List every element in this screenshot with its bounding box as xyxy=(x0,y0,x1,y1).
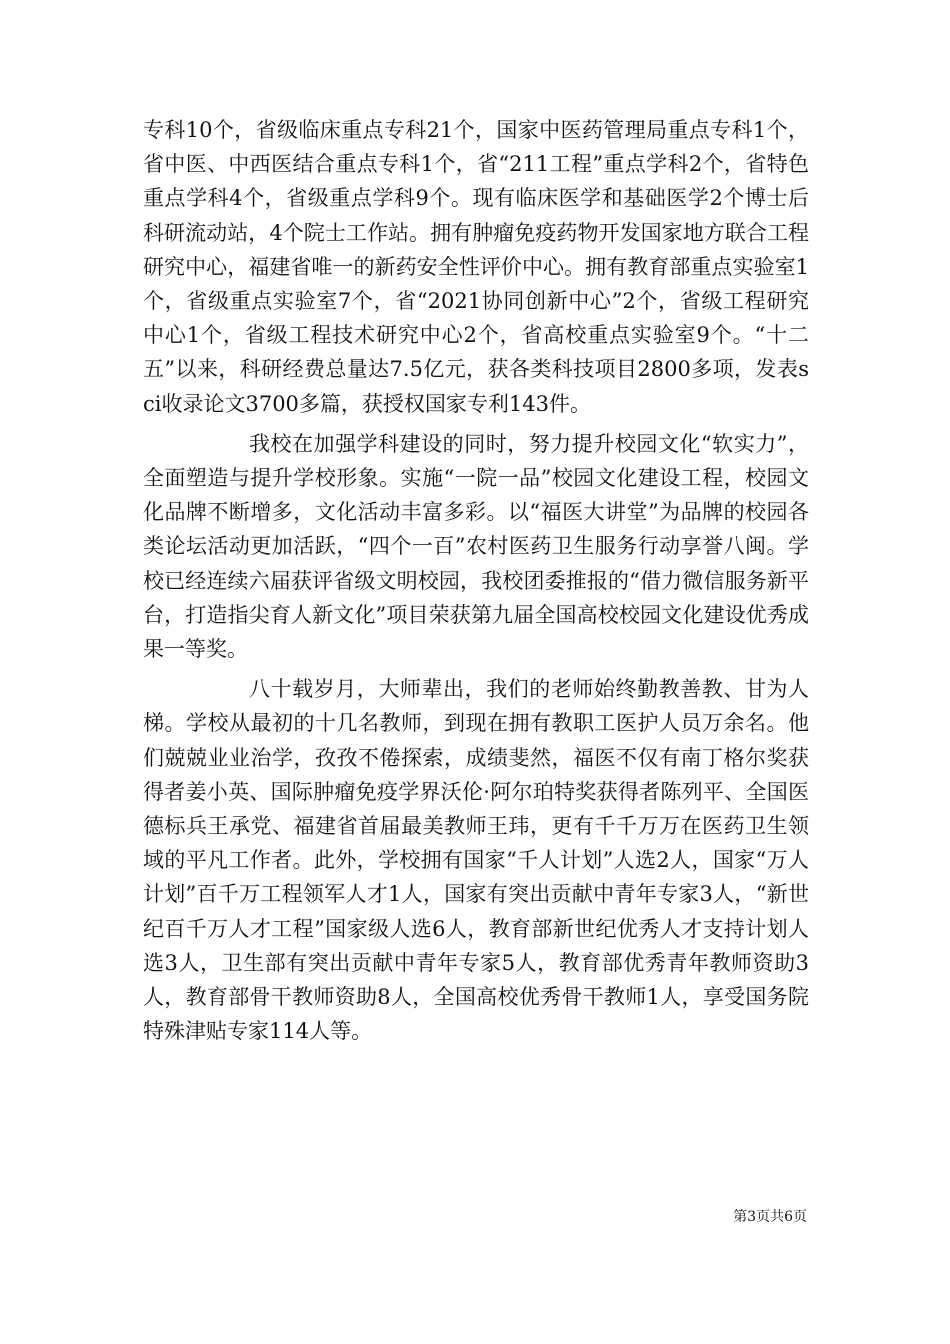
page-number: 第3页共6页 xyxy=(733,1209,807,1225)
paragraph-faculty: 八十载岁月，大师辈出，我们的老师始终勤教善教、甘为人梯。学校从最初的十几名教师，到现在拥有教职工医护人员万余名。他们兢兢业业治学，孜孜不倦探索，成绩斐然，福医不仅有南丁格尔奖获得者姜小英、国际肿瘤免疫学界沃伦·阿尔珀特奖获得者陈列平、全国医德标兵王承党、福建省首届最美教师王玮，更有千千万万在医药卫生领域的平凡工作者。此外，学校拥有国家“千人计划”人选2人，国家“万人计划”百千万工程领军人才1人，国家有突出贡献中青年专家3人，“新世纪百千万人才工程”国家级人选6人，教育部新世纪优秀人才支持计划人选3人，卫生部有突出贡献中青年专家5人，教育部优秀青年教师资助3人，教育部骨干教师资助8人，全国高校优秀骨干教师1人，享受国务院特殊津贴专家114人等。 xyxy=(143,677,809,1044)
paragraph-campus-culture: 我校在加强学科建设的同时，努力提升校园文化“软实力”，全面塑造与提升学校形象。实施“一院一品”校园文化建设工程，校园文化品牌不断增多，文化活动丰富多彩。以“福医大讲堂”为品牌的校园各类论坛活动更加活跃，“四个一百”农村医药卫生服务行动享誉八闽。学校已经连续六届获评省级文明校园，我校团委推报的“借力微信服务新平台，打造指尖育人新文化”项目荣获第九届全国高校校园文化建设优秀成果一等奖。 xyxy=(143,431,809,662)
paragraph-research: 专科10个，省级临床重点专科21个，国家中医药管理局重点专科1个，省中医、中西医结合重点专科1个，省“211工程”重点学科2个，省特色重点学科4个，省级重点学科9个。现有临床医学和基础医学2个博士后科研流动站，4个院士工作站。拥有肿瘤免疫药物开发国家地方联合工程研究中心，福建省唯一的新药安全性评价中心。拥有教育部重点实验室1个，省级重点实验室7个，省“2021协同创新中心”2个，省级工程研究中心1个，省级工程技术研究中心2个，省高校重点实验室9个。“十二五”以来，科研经费总量达7.5亿元，获各类科技项目2800多项，发表sci收录论文3700多篇，获授权国家专利143件。 xyxy=(143,118,809,416)
body-text xyxy=(143,113,809,1048)
